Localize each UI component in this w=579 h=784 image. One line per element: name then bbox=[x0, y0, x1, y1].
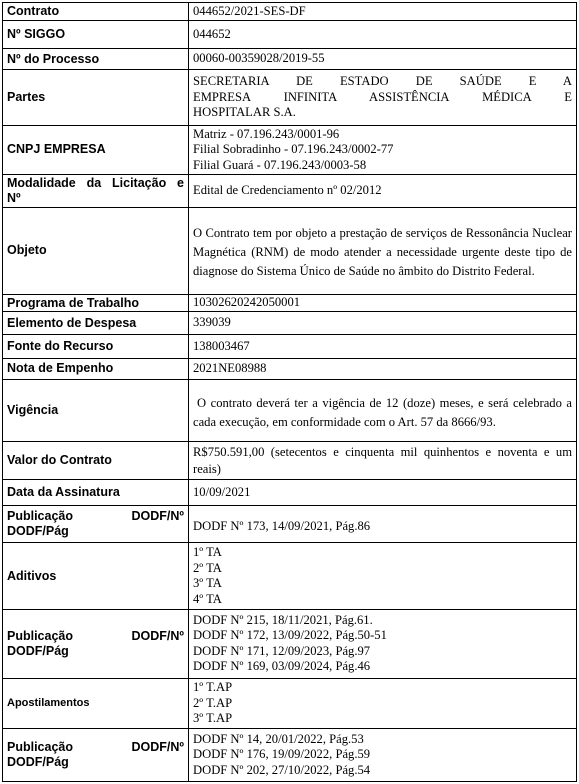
apostilamento-item: 3º T.AP bbox=[193, 711, 233, 726]
value-objeto: O Contrato tem por objeto a prestação de serviços de Ressonância Nuclear Magnética (RNM) de modo atender a necessidade urgente deste tipo de diagnose do Sistema Único de Saúde no âmbito do Distrito Federal. bbox=[189, 208, 577, 295]
label-publicacao-1 bbox=[3, 506, 189, 543]
label-objeto: Objeto bbox=[3, 208, 189, 295]
aditivo-item: 4º TA bbox=[193, 591, 222, 606]
row-contrato bbox=[3, 3, 577, 21]
value-processo: 00060-00359028/2019-55 bbox=[189, 49, 577, 69]
row-aditivos bbox=[3, 543, 577, 610]
value-siggo: 044652 bbox=[189, 21, 577, 49]
label-partes: Partes bbox=[3, 69, 189, 126]
label-vigencia: Vigência bbox=[3, 379, 189, 442]
row-vigencia bbox=[3, 379, 577, 442]
label-assinatura: Data da Assinatura bbox=[3, 479, 189, 505]
row-processo bbox=[3, 49, 577, 69]
apostilamento-item: 1º T.AP bbox=[193, 680, 233, 695]
value-partes bbox=[189, 69, 577, 126]
row-partes bbox=[3, 69, 577, 126]
publicacao-item: DODF Nº 172, 13/09/2022, Pág.50-51 bbox=[193, 628, 387, 643]
label-modalidade bbox=[3, 174, 189, 207]
publicacao-item: DODF Nº 202, 27/10/2022, Pág.54 bbox=[193, 762, 371, 777]
label-contrato: Contrato bbox=[3, 3, 189, 21]
cnpj-line: Filial Sobradinho - 07.196.243/0002-77 bbox=[193, 142, 394, 157]
label-publicacao-line: DODF/Pág bbox=[7, 524, 69, 539]
value-empenho: 2021NE08988 bbox=[189, 358, 577, 379]
label-siggo: Nº SIGGO bbox=[3, 21, 189, 49]
value-modalidade: Edital de Credenciamento nº 02/2012 bbox=[189, 174, 577, 207]
value-elemento: 339039 bbox=[189, 312, 577, 335]
publicacao-item: DODF Nº 176, 19/09/2022, Pág.59 bbox=[193, 747, 371, 762]
row-assinatura bbox=[3, 479, 577, 505]
value-aditivos bbox=[189, 543, 577, 610]
aditivo-item: 3º TA bbox=[193, 576, 222, 591]
row-programa bbox=[3, 294, 577, 311]
row-modalidade bbox=[3, 174, 577, 207]
label-cnpj: CNPJ EMPRESA bbox=[3, 126, 189, 174]
row-empenho bbox=[3, 358, 577, 379]
label-publicacao-line: Publicação DODF/Nº bbox=[7, 740, 184, 755]
row-siggo bbox=[3, 21, 577, 49]
label-aditivos: Aditivos bbox=[3, 543, 189, 610]
apostilamento-item: 2º T.AP bbox=[193, 695, 233, 710]
partes-line: EMPRESA INFINITA ASSISTÊNCIA MÉDICA E bbox=[193, 89, 572, 104]
value-publicacao-1: DODF Nº 173, 14/09/2021, Pág.86 bbox=[189, 506, 577, 543]
value-assinatura: 10/09/2021 bbox=[189, 479, 577, 505]
partes-line: HOSPITALAR S.A. bbox=[193, 105, 296, 120]
row-apostilamentos bbox=[3, 678, 577, 729]
publicacao-item: DODF Nº 171, 12/09/2023, Pág.97 bbox=[193, 643, 371, 658]
label-publicacao-2 bbox=[3, 610, 189, 679]
contract-table bbox=[2, 2, 577, 782]
value-vigencia: O contrato deverá ter a vigência de 12 (doze) meses, e será celebrado a cada execução, em conformidade com o Art. 57 da 8666/93. bbox=[189, 379, 577, 442]
label-processo: Nº do Processo bbox=[3, 49, 189, 69]
aditivo-item: 2º TA bbox=[193, 560, 222, 575]
row-publicacao-3 bbox=[3, 729, 577, 782]
publicacao-item: DODF Nº 169, 03/09/2024, Pág.46 bbox=[193, 659, 371, 674]
label-empenho: Nota de Empenho bbox=[3, 358, 189, 379]
cnpj-line: Filial Guará - 07.196.243/0003-58 bbox=[193, 157, 367, 172]
value-publicacao-3 bbox=[189, 729, 577, 782]
value-programa: 10302620242050001 bbox=[189, 294, 577, 311]
row-cnpj bbox=[3, 126, 577, 174]
row-objeto bbox=[3, 208, 577, 295]
value-publicacao-2 bbox=[189, 610, 577, 679]
publicacao-item: DODF Nº 215, 18/11/2021, Pág.61. bbox=[193, 612, 373, 627]
label-valor: Valor do Contrato bbox=[3, 442, 189, 479]
label-publicacao-line: DODF/Pág bbox=[7, 755, 69, 770]
row-publicacao-1 bbox=[3, 506, 577, 543]
publicacao-item: DODF Nº 14, 20/01/2022, Pág.53 bbox=[193, 731, 364, 746]
aditivo-item: 1º TA bbox=[193, 545, 222, 560]
row-fonte bbox=[3, 335, 577, 358]
value-cnpj bbox=[189, 126, 577, 174]
label-programa: Programa de Trabalho bbox=[3, 294, 189, 311]
value-valor: R$750.591,00 (setecentos e cinquenta mil quinhentos e noventa e um reais) bbox=[189, 442, 577, 479]
label-publicacao-line: Publicação DODF/Nº bbox=[7, 628, 184, 643]
value-contrato: 044652/2021-SES-DF bbox=[189, 3, 577, 21]
label-publicacao-3 bbox=[3, 729, 189, 782]
row-publicacao-2 bbox=[3, 610, 577, 679]
value-apostilamentos bbox=[189, 678, 577, 729]
label-modalidade-line: Modalidade da Licitação e bbox=[7, 175, 184, 190]
label-publicacao-line: Publicação DODF/Nº bbox=[7, 509, 184, 524]
label-apostilamentos: Apostilamentos bbox=[3, 678, 189, 729]
row-valor bbox=[3, 442, 577, 479]
value-fonte: 138003467 bbox=[189, 335, 577, 358]
cnpj-line: Matriz - 07.196.243/0001-96 bbox=[193, 126, 340, 141]
label-elemento: Elemento de Despesa bbox=[3, 312, 189, 335]
label-fonte: Fonte do Recurso bbox=[3, 335, 189, 358]
row-elemento bbox=[3, 312, 577, 335]
label-modalidade-line: Nº bbox=[7, 190, 21, 205]
label-publicacao-line: DODF/Pág bbox=[7, 643, 69, 658]
partes-line: SECRETARIA DE ESTADO DE SAÚDE E A bbox=[193, 74, 572, 89]
